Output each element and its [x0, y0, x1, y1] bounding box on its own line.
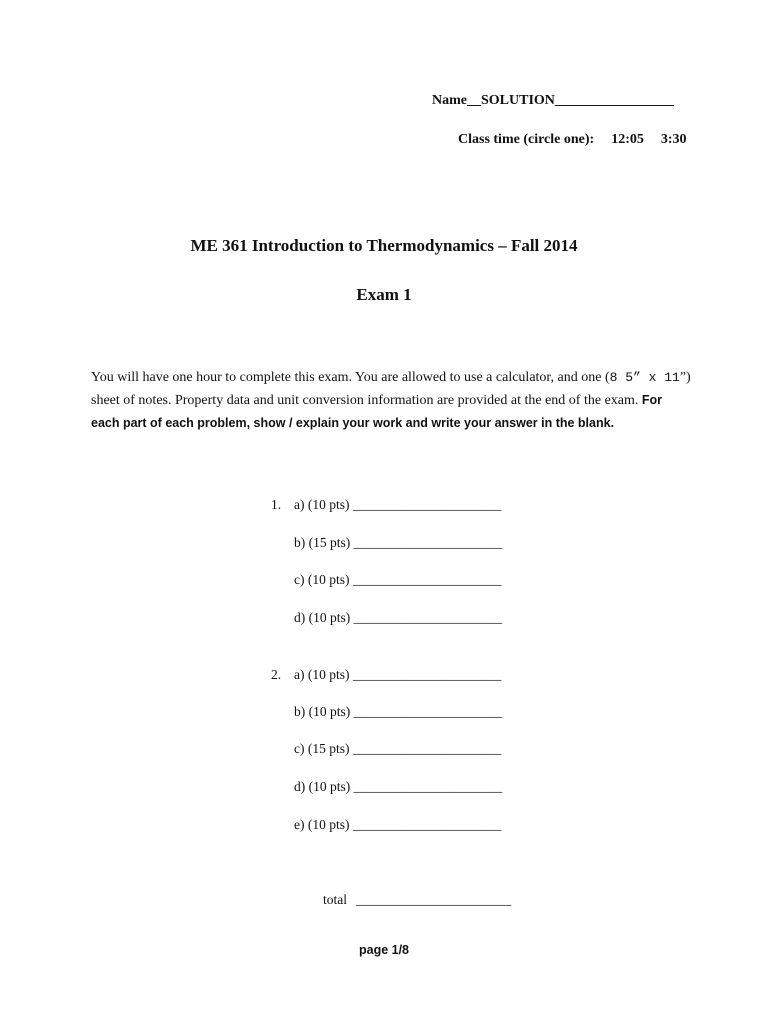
- problem-2-part-c: c) (15 pts) ______________________: [294, 741, 502, 756]
- name-line: Name__SOLUTION_________________: [432, 93, 674, 108]
- instructions: [91, 367, 691, 435]
- class-time-line: [458, 132, 687, 148]
- problem-2-number: 2.: [271, 667, 282, 682]
- instructions-emphasis: For each part of each problem, show / explain your work and write your answer in the blank.: [91, 393, 663, 430]
- problem-2-part-b: b) (10 pts) ______________________: [294, 704, 503, 719]
- page-title: ME 361 Introduction to Thermodynamics – Fall 2014: [190, 236, 578, 255]
- problem-2-part-d: d) (10 pts) ______________________: [294, 779, 503, 794]
- page-number: page 1/8: [358, 943, 410, 957]
- class-time-option-2: 3:30: [660, 132, 687, 147]
- paper-size: 8 5” x 11: [609, 370, 680, 385]
- total-blank: _______________________: [356, 892, 512, 907]
- class-time-option-1: 12:05: [611, 132, 644, 147]
- problem-1-part-b: b) (15 pts) ______________________: [294, 535, 503, 550]
- class-time-label: Class time (circle one):: [458, 132, 595, 147]
- problem-2-part-e: e) (10 pts) ______________________: [294, 817, 502, 832]
- problem-1-part-c: c) (10 pts) ______________________: [294, 572, 502, 587]
- instructions-part2: ”) sheet of notes. Property data and unit conversion information are provided at the end of the exam.: [91, 370, 691, 408]
- problem-2-part-a: a) (10 pts) ______________________: [294, 667, 502, 682]
- problem-1-number: 1.: [271, 497, 282, 512]
- problem-1-part-a: a) (10 pts) ______________________: [294, 497, 502, 512]
- problem-1-part-d: d) (10 pts) ______________________: [294, 610, 503, 625]
- exam-subtitle: Exam 1: [356, 285, 412, 304]
- instructions-part1: You will have one hour to complete this exam. You are allowed to use a calculator, and one (: [91, 370, 610, 385]
- total-label: total: [323, 892, 347, 907]
